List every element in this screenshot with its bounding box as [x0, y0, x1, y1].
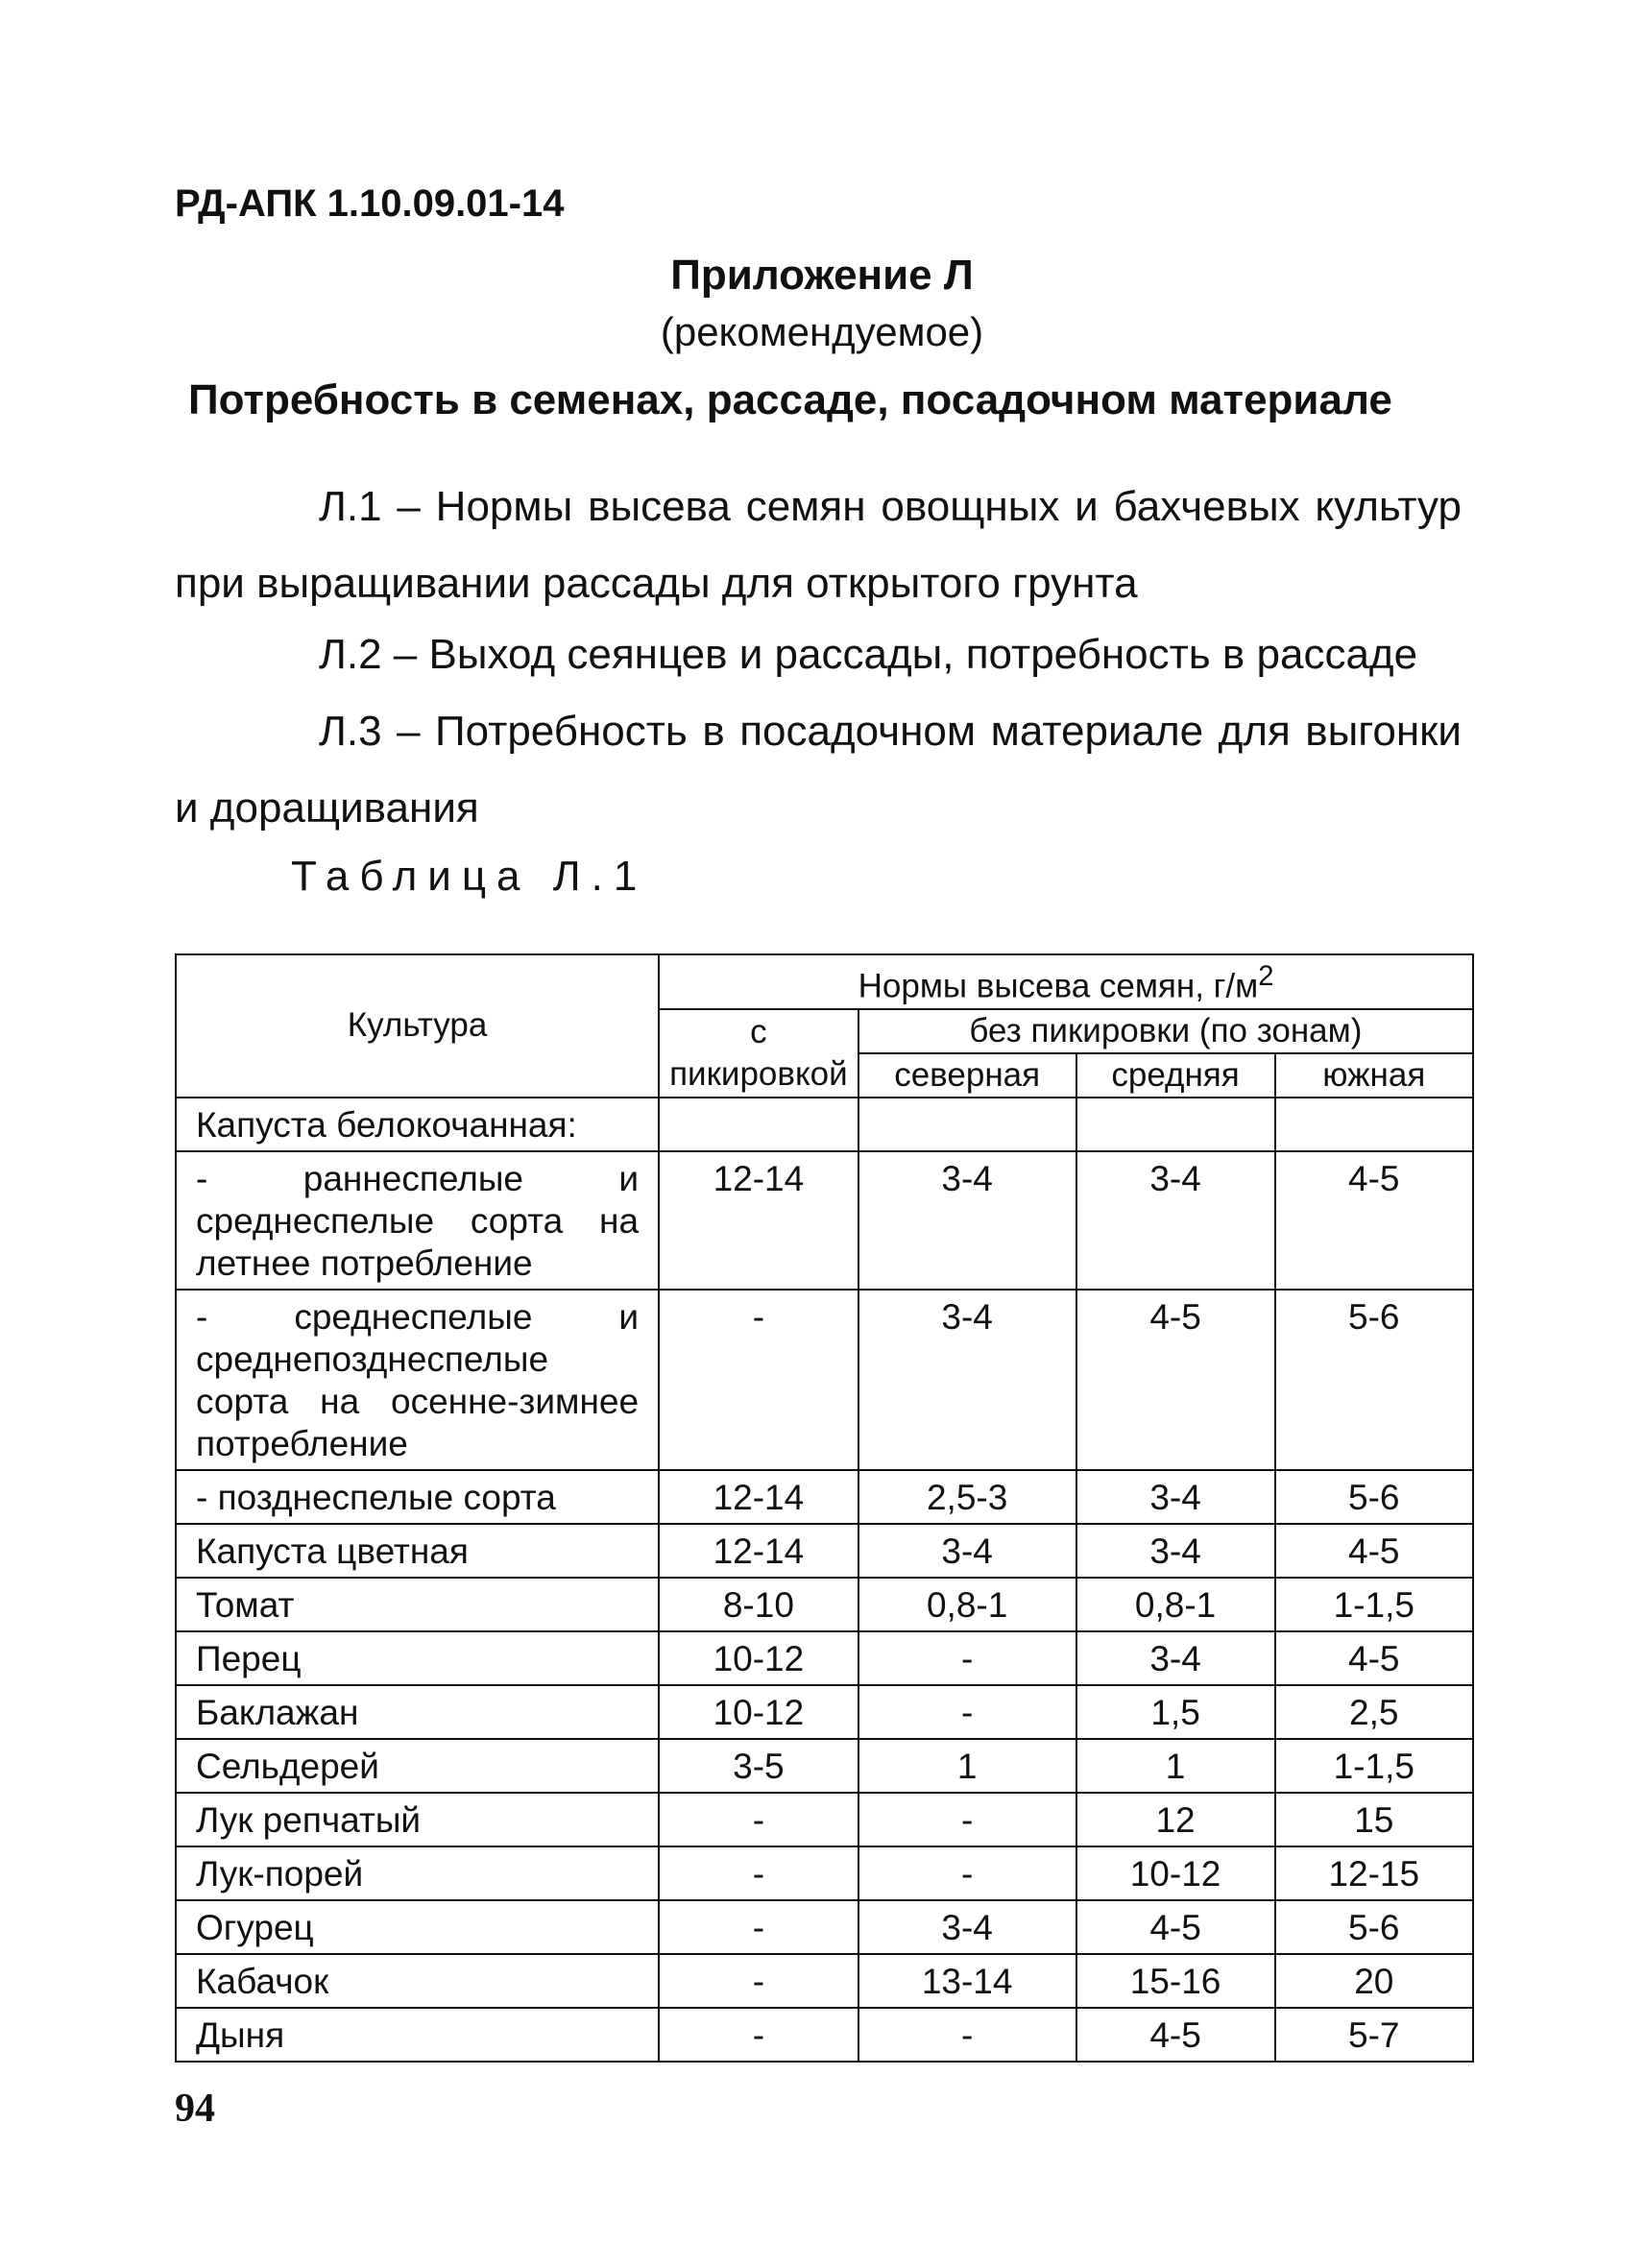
header-norms: Нормы высева семян, $г/м^2$ [659, 954, 1473, 1009]
item-l1: Л.1 – Нормы высева семян овощных и бахчевых культур при выращивании рассады для открытого грунта [175, 483, 1462, 607]
header-zone-north: северная [858, 1053, 1076, 1098]
table-caption: Таблица Л.1 [291, 853, 648, 900]
table-row: Капуста белокочанная: [176, 1098, 1473, 1151]
table-row: - раннеспелые и среднеспелые сорта на летнее потребление 12-14 3-4 3-4 4-5 [176, 1151, 1473, 1290]
table-row: Кабачок - 13-14 15-16 20 [176, 1954, 1473, 2008]
table-row: Лук-порей - - 10-12 12-15 [176, 1846, 1473, 1900]
item-l2: Л.2 – Выход сеянцев и рассады, потребность в рассаде [319, 631, 1418, 678]
table-row: Томат 8-10 0,8-1 0,8-1 1-1,5 [176, 1578, 1473, 1631]
header-with-picking: с пикировкой [659, 1009, 858, 1098]
table-row: Капуста цветная 12-14 3-4 3-4 4-5 [176, 1524, 1473, 1578]
table-row: Перец 10-12 - 3-4 4-5 [176, 1631, 1473, 1685]
table-row: Сельдерей 3-5 1 1 1-1,5 [176, 1739, 1473, 1793]
appendix-title: Приложение Л [670, 252, 974, 299]
table-row: - позднеспелые сорта 12-14 2,5-3 3-4 5-6 [176, 1470, 1473, 1524]
table-row: Дыня - - 4-5 5-7 [176, 2008, 1473, 2062]
header-crop: Культура [176, 954, 659, 1098]
table-row: Лук репчатый - - 12 15 [176, 1793, 1473, 1846]
table-row: Огурец - 3-4 4-5 5-6 [176, 1900, 1473, 1954]
header-zone-middle: средняя [1076, 1053, 1275, 1098]
page-number: 94 [175, 2087, 215, 2131]
document-code: РД-АПК 1.10.09.01-14 [175, 182, 565, 225]
appendix-subtitle: (рекомендуемое) [660, 309, 984, 354]
table-row: - среднеспелые и среднепозднеспелые сорта на осенне-зимнее потребление - 3-4 4-5 5-6 [176, 1290, 1473, 1470]
seed-norms-table [175, 953, 1474, 2063]
item-l3: Л.3 – Потребность в посадочном материале для выгонки и доращивания [175, 708, 1462, 832]
header-without-picking: без пикировки (по зонам) [858, 1009, 1473, 1053]
header-zone-south: южная [1275, 1053, 1473, 1098]
table-row: Баклажан 10-12 - 1,5 2,5 [176, 1685, 1473, 1739]
section-title: Потребность в семенах, рассаде, посадочном материале [188, 376, 1392, 423]
